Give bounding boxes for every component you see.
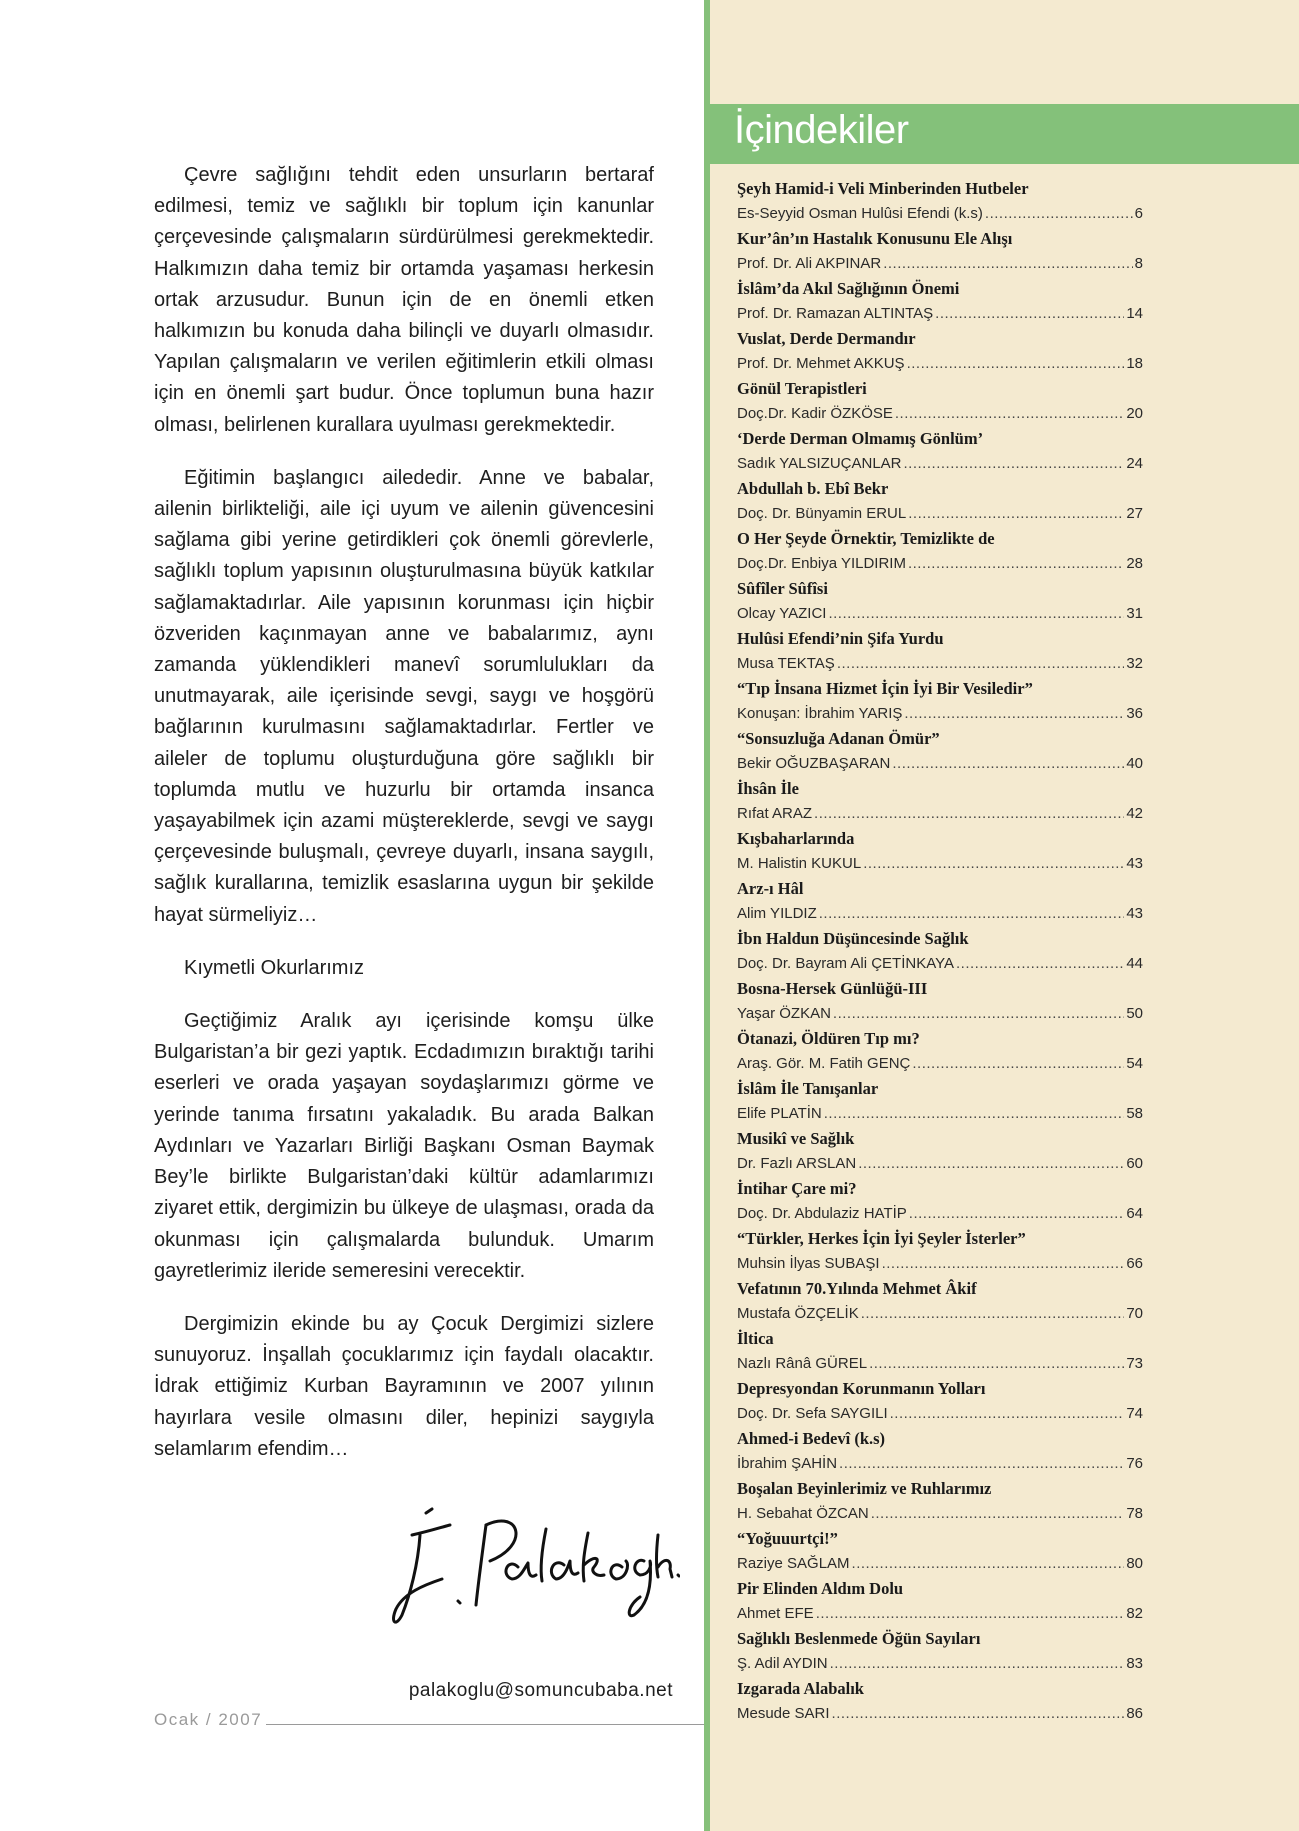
toc-entry[interactable] (737, 1426, 1143, 1476)
toc-entry[interactable] (737, 1326, 1143, 1376)
toc-entry-author: Prof. Dr. Ali AKPINAR (737, 255, 882, 272)
toc-entry-byline (737, 1351, 1143, 1376)
toc-entry-author: Olcay YAZICI (737, 605, 827, 622)
toc-entry-author: İbrahim ŞAHİN (737, 1455, 838, 1472)
toc-entry-author: Doç. Dr. Bünyamin ERUL (737, 505, 907, 522)
toc-entry[interactable] (737, 1626, 1143, 1676)
toc-entry-page: 60 (1126, 1155, 1143, 1172)
toc-leader-dots (814, 801, 1124, 826)
toc-entry-title: Ahmed-i Bedevî (k.s) (737, 1429, 886, 1448)
toc-entry-title: Kur’ân’ın Hastalık Konusunu Ele Alışı (737, 229, 1013, 248)
toc-entry-byline (737, 301, 1143, 326)
toc-entry-page: 20 (1126, 405, 1143, 422)
toc-entry-title: İslâm’da Akıl Sağlığının Önemi (737, 279, 960, 298)
toc-entry-author: Nazlı Rânâ GÜREL (737, 1355, 868, 1372)
toc-entry-page: 32 (1126, 655, 1143, 672)
toc-entry-title: “Tıp İnsana Hizmet İçin İyi Bir Vesiledir” (737, 679, 1033, 698)
toc-entry-page: 43 (1126, 855, 1143, 872)
toc-leader-dots (890, 1401, 1125, 1426)
toc-entry-page: 50 (1126, 1005, 1143, 1022)
toc-entry[interactable] (737, 1026, 1143, 1076)
toc-entry-byline (737, 1001, 1143, 1026)
toc-entry-byline (737, 1701, 1143, 1726)
toc-title: İçindekiler (734, 108, 909, 152)
toc-entry-byline (737, 251, 1143, 276)
toc-leader-dots (861, 1301, 1125, 1326)
toc-entry-title: Sûfîler Sûfîsi (737, 579, 828, 598)
toc-leader-dots (828, 601, 1124, 626)
toc-leader-dots (839, 1451, 1124, 1476)
toc-entry-byline (737, 1551, 1143, 1576)
toc-entry-title: “Türkler, Herkes İçin İyi Şeyler İsterler” (737, 1229, 1026, 1248)
toc-entry-title: İhsân İle (737, 779, 799, 798)
toc-entry[interactable] (737, 576, 1143, 626)
toc-entry-page: 83 (1126, 1655, 1143, 1672)
toc-entry-page: 80 (1126, 1555, 1143, 1572)
toc-entry[interactable] (737, 276, 1143, 326)
toc-entry-title: İbn Haldun Düşüncesinde Sağlık (737, 929, 969, 948)
toc-entry[interactable] (737, 826, 1143, 876)
toc-leader-dots (907, 351, 1125, 376)
toc-entry-byline (737, 1201, 1143, 1226)
toc-entry-author: Mesude SARI (737, 1705, 830, 1722)
toc-entry-author: Doç. Dr. Abdulaziz HATİP (737, 1205, 907, 1222)
toc-entry-author: Es-Seyyid Osman Hulûsi Efendi (k.s) (737, 205, 983, 222)
toc-entry-page: 36 (1126, 705, 1143, 722)
editorial-paragraph: Çevre sağlığını tehdit eden unsurların bertaraf edilmesi, temiz ve sağlıklı bir toplum için kanunlar çerçevesinde çalışmaların sürdürülmesi gerekmektedir. Halkımızın daha temiz bir ortamda yaşaması herkesin ortak arzusudur. Bunun için de en önemli etken halkımızın bu konuda daha bilinçli ve duyarlı olmasıdır. Yapılan çalışmaların ve verilen eğitimlerin etkili olması için en önemli şart budur. Önce toplumun buna hazır olması, belirlenen kurallara uyulması gerekmektedir. (154, 164, 654, 436)
toc-entry-byline (737, 1301, 1143, 1326)
toc-entry[interactable] (737, 776, 1143, 826)
toc-entry-title: İntihar Çare mi? (737, 1179, 857, 1198)
toc-entry-author: Muhsin İlyas SUBAŞI (737, 1255, 880, 1272)
toc-entry-page: 18 (1126, 355, 1143, 372)
toc-entry-page: 54 (1126, 1055, 1143, 1072)
toc-entry-author: Doç.Dr. Kadir ÖZKÖSE (737, 405, 893, 422)
toc-entry-page: 28 (1126, 555, 1143, 572)
toc-entry-title: O Her Şeyde Örnektir, Temizlikte de (737, 529, 995, 548)
toc-entry-byline (737, 901, 1143, 926)
toc-entry-byline (737, 1651, 1143, 1676)
toc-entry-author: Rıfat ARAZ (737, 805, 813, 822)
toc-leader-dots (895, 401, 1124, 426)
toc-leader-dots (858, 1151, 1124, 1176)
toc-entry-title: Arz-ı Hâl (737, 879, 804, 898)
toc-entry-page: 74 (1126, 1405, 1143, 1422)
toc-entry[interactable] (737, 376, 1143, 426)
toc-entry-page: 42 (1126, 805, 1143, 822)
toc-entry[interactable] (737, 676, 1143, 726)
toc-leader-dots (819, 901, 1125, 926)
toc-leader-dots (912, 1051, 1124, 1076)
toc-entry[interactable] (737, 476, 1143, 526)
toc-entry-byline (737, 1051, 1143, 1076)
issue-date: Ocak / 2007 (154, 1710, 266, 1730)
toc-entry-author: Prof. Dr. Ramazan ALTINTAŞ (737, 305, 934, 322)
toc-leader-dots (833, 1001, 1124, 1026)
toc-entry-author: Doç.Dr. Enbiya YILDIRIM (737, 555, 906, 572)
toc-entry[interactable] (737, 526, 1143, 576)
toc-entry-title: Abdullah b. Ebî Bekr (737, 479, 889, 498)
toc-leader-dots (956, 951, 1124, 976)
toc-entry-byline (737, 551, 1143, 576)
toc-leader-dots (908, 551, 1124, 576)
toc-entry-page: 31 (1126, 605, 1143, 622)
toc-leader-dots (883, 251, 1132, 276)
toc-leader-dots (871, 1501, 1125, 1526)
toc-entry-page: 27 (1126, 505, 1143, 522)
sidebar-border (704, 0, 710, 1831)
toc-leader-dots (863, 851, 1124, 876)
toc-entry[interactable] (737, 1476, 1143, 1526)
toc-entry-author: Alim YILDIZ (737, 905, 817, 922)
editorial-salutation: Kıymetli Okurlarımız (184, 956, 365, 979)
toc-leader-dots (985, 201, 1133, 226)
toc-entry-title: “Yoğuuurtçi!” (737, 1529, 838, 1548)
toc-entry-page: 70 (1126, 1305, 1143, 1322)
toc-entry-byline (737, 651, 1143, 676)
toc-entry[interactable] (737, 626, 1143, 676)
toc-entry-byline (737, 951, 1143, 976)
toc-entry-author: Elife PLATİN (737, 1105, 822, 1122)
toc-entry-title: Pir Elinden Aldım Dolu (737, 1579, 904, 1598)
toc-entry-author: Sadık YALSIZUÇANLAR (737, 455, 902, 472)
toc-leader-dots (824, 1101, 1125, 1126)
toc-entry[interactable] (737, 1076, 1143, 1126)
toc-entry-author: Dr. Fazlı ARSLAN (737, 1155, 857, 1172)
toc-leader-dots (892, 751, 1124, 776)
toc-entry-byline (737, 701, 1143, 726)
toc-entry-title: Bosna-Hersek Günlüğü-III (737, 979, 928, 998)
toc-entry-page: 64 (1126, 1205, 1143, 1222)
toc-entry-page: 73 (1126, 1355, 1143, 1372)
toc-entry-author: M. Halistin KUKUL (737, 855, 862, 872)
toc-entry-page: 14 (1126, 305, 1143, 322)
toc-entry-author: Raziye SAĞLAM (737, 1555, 850, 1572)
toc-entry-byline (737, 201, 1143, 226)
toc-entry-title: Vefatının 70.Yılında Mehmet Âkif (737, 1279, 977, 1298)
toc-leader-dots (816, 1601, 1125, 1626)
toc-entry-title: Kışbaharlarında (737, 829, 855, 848)
toc-entry-author: Musa TEKTAŞ (737, 655, 835, 672)
toc-entry-page: 82 (1126, 1605, 1143, 1622)
toc-entry-title: Şeyh Hamid-i Veli Minberinden Hutbeler (737, 179, 1029, 198)
toc-entry-byline (737, 1451, 1143, 1476)
toc-entry-author: Bekir OĞUZBAŞARAN (737, 755, 891, 772)
toc-leader-dots (908, 501, 1124, 526)
toc-leader-dots (837, 651, 1125, 676)
toc-entry[interactable] (737, 226, 1143, 276)
toc-leader-dots (909, 1201, 1125, 1226)
toc-entry-page: 66 (1126, 1255, 1143, 1272)
toc-leader-dots (830, 1651, 1125, 1676)
toc-entry-author: Ş. Adil AYDIN (737, 1655, 828, 1672)
editorial-paragraph: Geçtiğimiz Aralık ayı içerisinde komşu ülke Bulgaristan’a bir gezi yaptık. Ecdadımızın bıraktığı tarihi eserleri ve orada yaşayan soydaşlarımızı görme ve yerinde tanıma fırsatını yakaladık. Bu arada Balkan Aydınları ve Yazarları Birliği Başkanı Osman Baymak Bey’le birlikte Bulgaristan’daki kültür adamlarımızı ziyaret ettik, dergimizin bu ülkeye de ulaşması, orada da okunması için çalışmalarda bulunduk. Umarım gayretlerimiz ileride semeresini verecektir. (154, 1010, 654, 1282)
toc-leader-dots (882, 1251, 1125, 1276)
toc-entry[interactable] (737, 1176, 1143, 1226)
toc-leader-dots (935, 301, 1124, 326)
toc-entry[interactable] (737, 1376, 1143, 1426)
toc-leader-dots (869, 1351, 1124, 1376)
toc-entry[interactable] (737, 1676, 1143, 1726)
toc-entry[interactable] (737, 1576, 1143, 1626)
toc-entry-byline (737, 1101, 1143, 1126)
toc-entry-title: İslâm İle Tanışanlar (737, 1079, 879, 1098)
toc-entry[interactable] (737, 1526, 1143, 1576)
toc-entry-title: Depresyondan Korunmanın Yolları (737, 1379, 986, 1398)
toc-entry-byline (737, 501, 1143, 526)
editorial-paragraph: Dergimizin ekinde bu ay Çocuk Dergimizi sizlere sunuyoruz. İnşallah çocuklarımız için faydalı olacaktır. İdrak ettiğimiz Kurban Bayramının ve 2007 yılının hayırlara vesile olmasını diler, hepinizi saygıyla selamlarım efendim… (154, 1312, 654, 1460)
toc-entry-page: 40 (1126, 755, 1143, 772)
toc-entry-author: Konuşan: İbrahim YARIŞ (737, 705, 903, 722)
toc-entry[interactable] (737, 1126, 1143, 1176)
toc-entry-byline (737, 751, 1143, 776)
toc-entry-title: Izgarada Alabalık (737, 1679, 864, 1698)
toc-list (737, 176, 1143, 1726)
toc-entry-title: Sağlıklı Beslenmede Öğün Sayıları (737, 1629, 981, 1648)
toc-entry-author: H. Sebahat ÖZCAN (737, 1505, 869, 1522)
toc-entry-title: Boşalan Beyinlerimiz ve Ruhlarımız (737, 1479, 992, 1498)
toc-entry-title: Ötanazi, Öldüren Tıp mı? (737, 1029, 920, 1048)
toc-entry-title: Musikî ve Sağlık (737, 1129, 855, 1148)
toc-entry-byline (737, 401, 1143, 426)
toc-entry-author: Doç. Dr. Sefa SAYGILI (737, 1405, 888, 1422)
toc-entry-title: Hulûsi Efendi’nin Şifa Yurdu (737, 629, 944, 648)
toc-entry-byline (737, 1601, 1143, 1626)
toc-leader-dots (904, 451, 1125, 476)
toc-entry-author: Doç. Dr. Bayram Ali ÇETİNKAYA (737, 955, 954, 972)
toc-entry-byline (737, 1501, 1143, 1526)
toc-entry-page: 78 (1126, 1505, 1143, 1522)
editor-email[interactable]: palakoglu@somuncubaba.net (408, 1680, 673, 1701)
toc-entry-author: Araş. Gör. M. Fatih GENÇ (737, 1055, 911, 1072)
toc-entry[interactable] (737, 876, 1143, 926)
toc-leader-dots (852, 1551, 1125, 1576)
toc-entry-byline (737, 1151, 1143, 1176)
toc-entry-byline (737, 1401, 1143, 1426)
toc-entry-page: 58 (1126, 1105, 1143, 1122)
toc-entry-title: Vuslat, Derde Dermandır (737, 329, 916, 348)
toc-entry-author: Yaşar ÖZKAN (737, 1005, 831, 1022)
toc-entry-page: 6 (1134, 205, 1143, 222)
toc-entry-page: 24 (1126, 455, 1143, 472)
toc-entry-page: 43 (1126, 905, 1143, 922)
toc-entry[interactable] (737, 176, 1143, 226)
toc-entry[interactable] (737, 976, 1143, 1026)
toc-entry-byline (737, 801, 1143, 826)
toc-leader-dots (904, 701, 1124, 726)
toc-entry[interactable] (737, 326, 1143, 376)
toc-entry-author: Mustafa ÖZÇELİK (737, 1305, 859, 1322)
toc-entry-page: 8 (1134, 255, 1143, 272)
toc-entry-title: Gönül Terapistleri (737, 379, 867, 398)
toc-leader-dots (832, 1701, 1125, 1726)
toc-entry-byline (737, 1251, 1143, 1276)
toc-entry-byline (737, 351, 1143, 376)
toc-entry-page: 76 (1126, 1455, 1143, 1472)
toc-entry[interactable] (737, 726, 1143, 776)
editorial-text (154, 160, 654, 1487)
toc-entry[interactable] (737, 1276, 1143, 1326)
toc-entry-byline (737, 601, 1143, 626)
toc-entry-byline (737, 851, 1143, 876)
toc-entry-author: Ahmet EFE (737, 1605, 814, 1622)
toc-entry-title: ‘Derde Derman Olmamış Gönlüm’ (737, 429, 984, 448)
editorial-paragraph: Eğitimin başlangıcı ailededir. Anne ve babalar, ailenin birlikteliği, aile içi uyum ve ailenin güvencesini sağlama gibi yerine getirdikleri çok önemli görevlerle, sağlıklı toplum yapısının oluşturulmasına büyük katkılar sağlamaktadırlar. Aile yapısının korunması için hiçbir özveriden kaçınmayan anne ve babalarımız, aynı zamanda yüklendikleri manevî sorumlulukları da unutmayarak, aile içerisinde sevgi, saygı ve hoşgörü bağlarının kurulmasını sağlamaktadırlar. Fertler ve aileler de toplumu oluşturduğuna göre sağlıklı bir toplumda mutlu ve huzurlu bir ortamda insanca yaşayabilmek için azami müştereklerde, sevgi ve saygı çerçevesinde buluşmalı, çevreye duyarlı, insana saygılı, sağlık kurallarına, temizlik esaslarına uygun bir şekilde hayat sürmeliyiz… (154, 466, 654, 926)
toc-entry-byline (737, 451, 1143, 476)
toc-entry[interactable] (737, 1226, 1143, 1276)
toc-entry[interactable] (737, 926, 1143, 976)
toc-entry-author: Prof. Dr. Mehmet AKKUŞ (737, 355, 905, 372)
signature-image (390, 1505, 680, 1635)
toc-entry-page: 86 (1126, 1705, 1143, 1722)
toc-entry-page: 44 (1126, 955, 1143, 972)
toc-entry[interactable] (737, 426, 1143, 476)
toc-entry-title: “Sonsuzluğa Adanan Ömür” (737, 729, 940, 748)
toc-entry-title: İltica (737, 1329, 774, 1348)
